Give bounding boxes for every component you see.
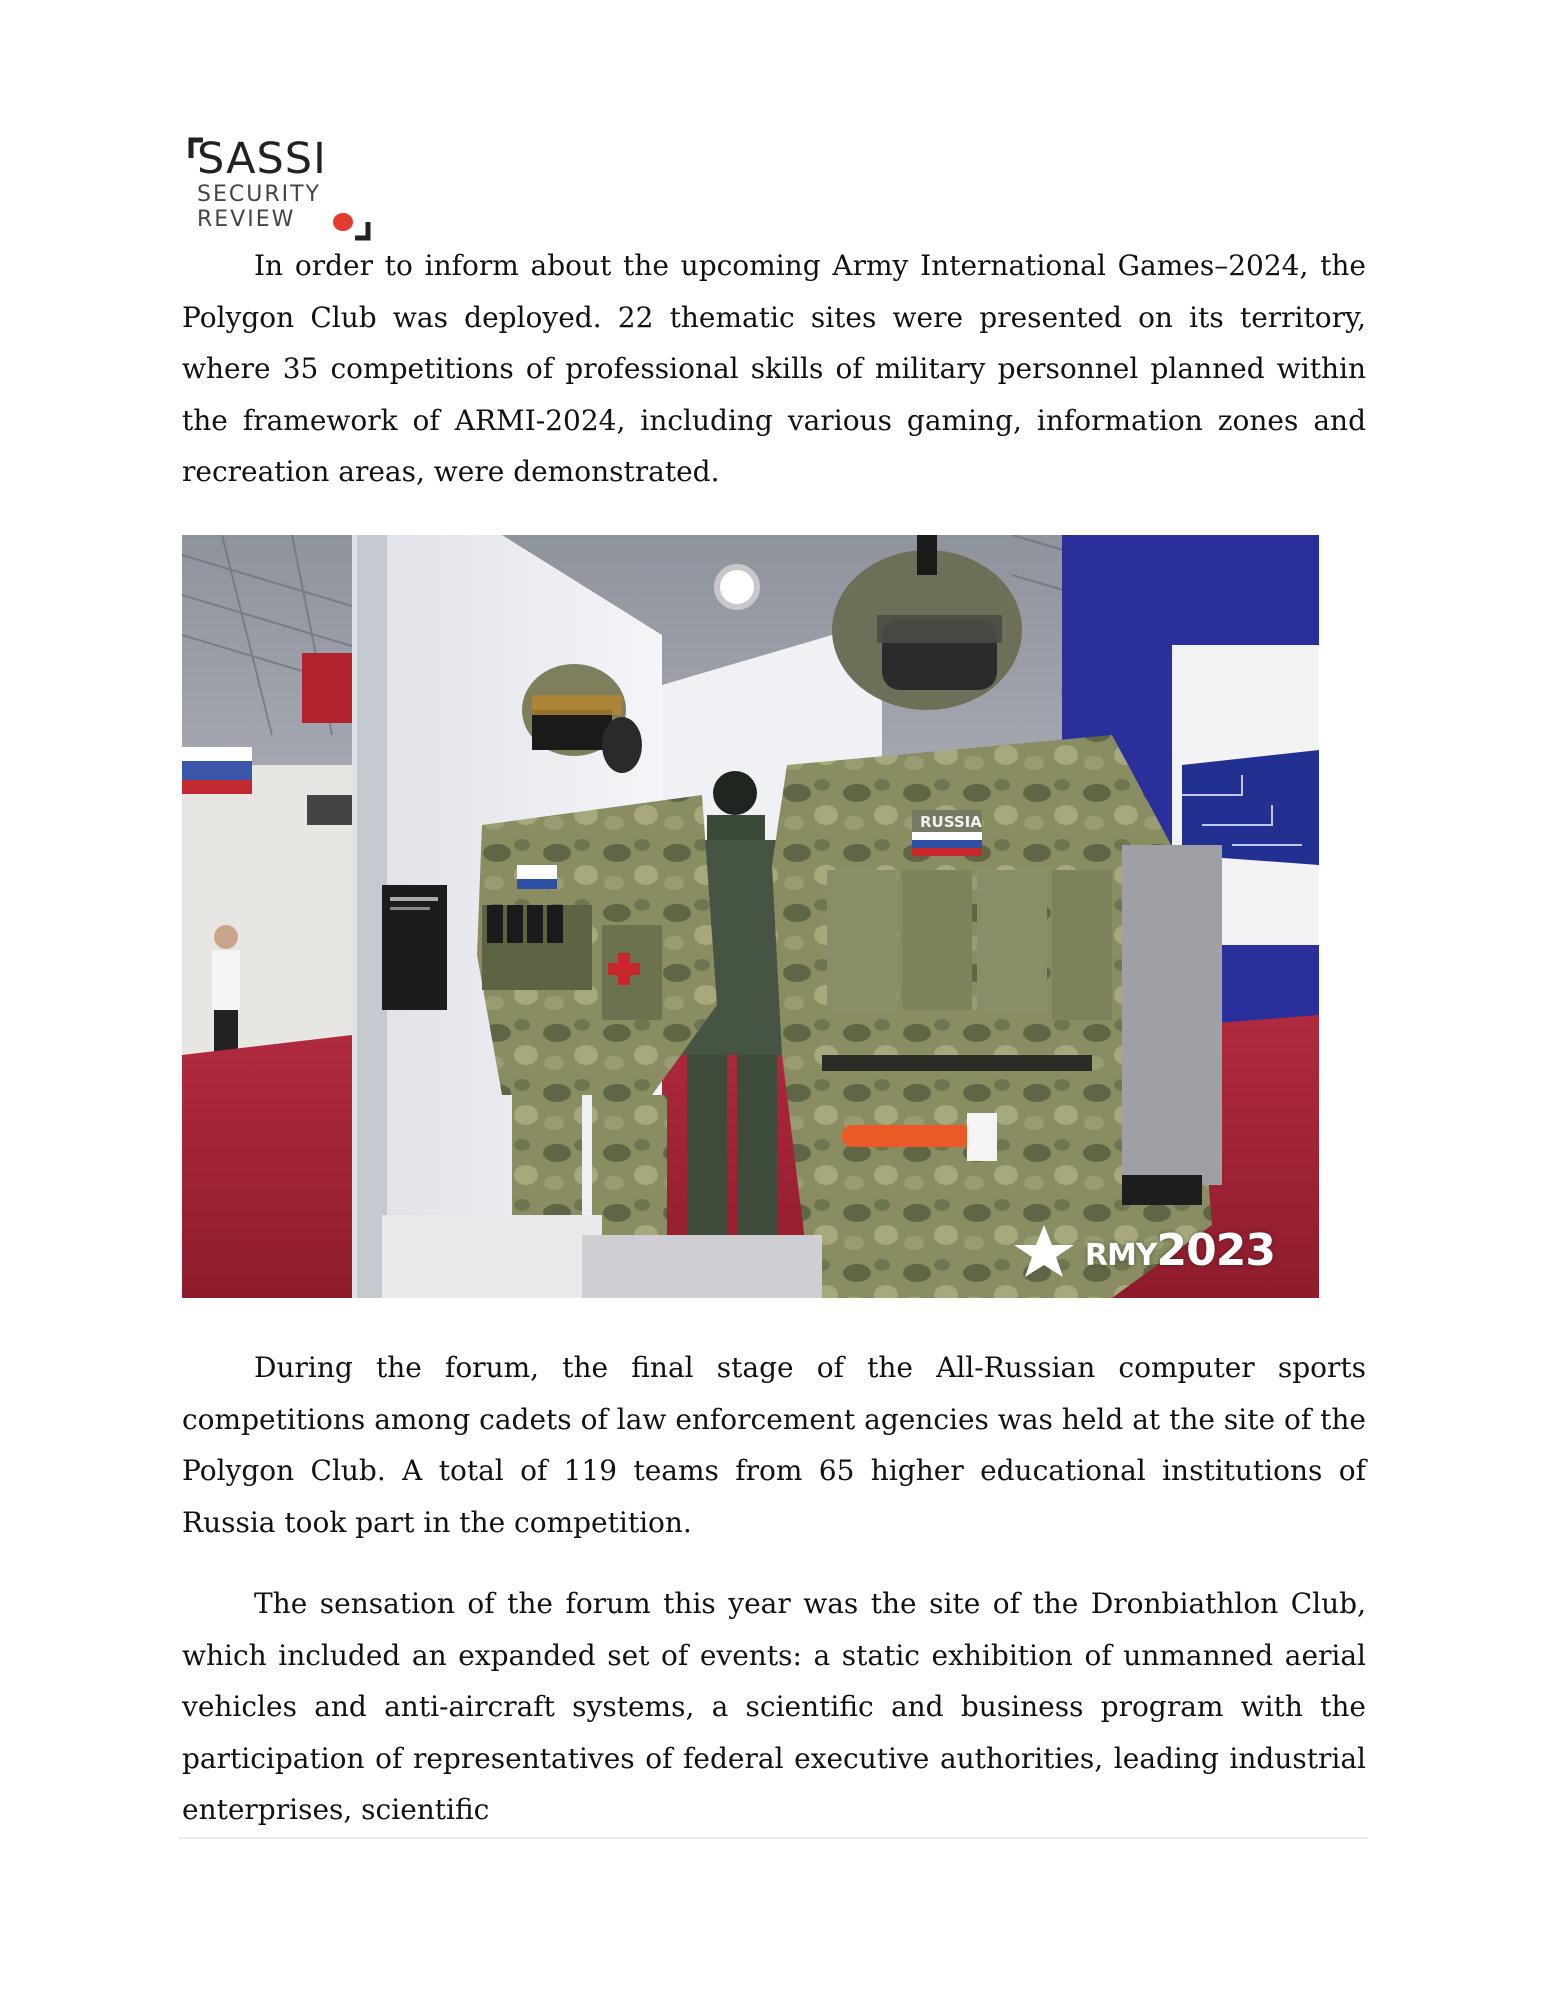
- watermark-prefix: RMY: [1084, 1238, 1157, 1273]
- paragraph-text: The sensation of the forum this year was the site of the Dronbiathlon Club, which included an expanded set of events: a static exhibition of unmanned aerial vehicles and anti-aircraft systems, a scientific and business program with the participation of representatives of federal executive authorities, leading industrial enterprises, scientific: [182, 1587, 1366, 1826]
- paragraph-intro: [182, 240, 1366, 498]
- paragraph-text: During the forum, the final stage of the All-Russian computer sports competitions among cadets of law enforcement agencies was held at the site of the Polygon Club. A total of 119 teams from 65 higher educational institutions of Russia took part in the competition.: [182, 1351, 1366, 1539]
- logo-title: SASSI: [197, 134, 327, 184]
- exhibition-photo: [182, 535, 1319, 1298]
- watermark-year: 2023: [1156, 1225, 1275, 1276]
- patch-text: RUSSIA: [920, 813, 982, 831]
- paragraph-text: In order to inform about the upcoming Army International Games–2024, the Polygon Club was deployed. 22 thematic sites were presented on its territory, where 35 competitions of professional skills of military personnel planned within the framework of ARMI-2024, including various gaming, information zones and recreation areas, were demonstrated.: [182, 249, 1366, 488]
- paragraph-computer-sports: [182, 1342, 1366, 1548]
- soldier-mannequins-illustration: [182, 535, 1319, 1298]
- sassi-logo: [185, 136, 375, 244]
- footer-divider: [178, 1837, 1368, 1839]
- paragraph-dronbiathlon: [182, 1578, 1366, 1836]
- army-watermark: [1085, 1225, 1275, 1276]
- logo-subtitle-security: SECURITY: [197, 182, 321, 207]
- logo-subtitle-review: REVIEW: [197, 207, 296, 232]
- logo-dot-icon: [333, 213, 353, 231]
